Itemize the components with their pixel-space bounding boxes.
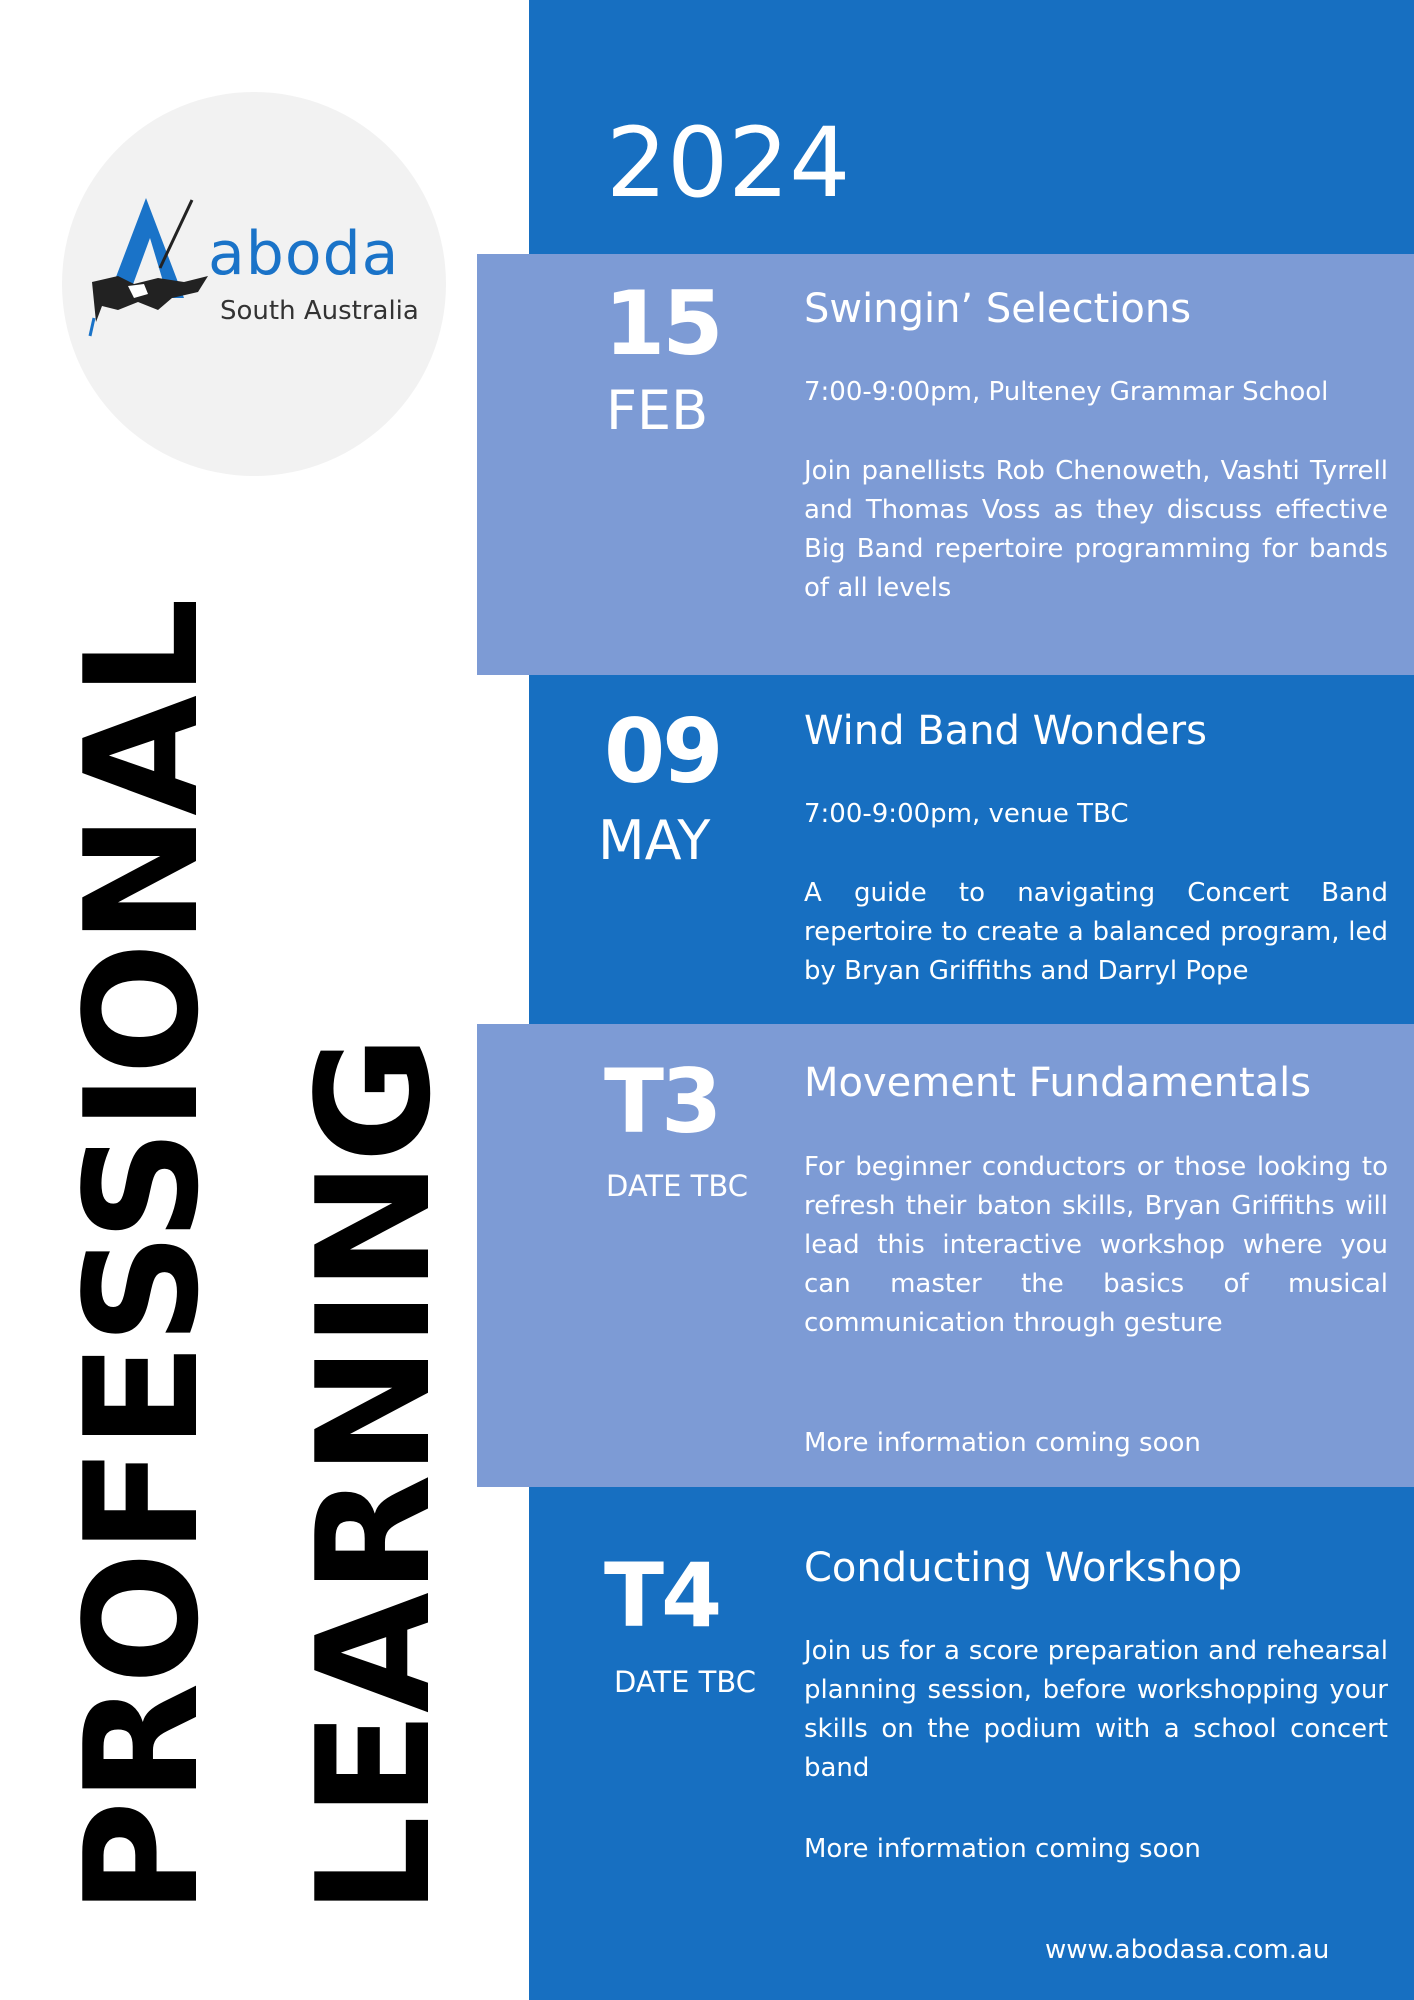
heading-learning: LEARNING: [283, 1036, 465, 1915]
event-title: Movement Fundamentals: [804, 1060, 1312, 1106]
event-description: Join panellists Rob Chenoweth, Vashti Tyrrell and Thomas Voss as they discuss effective Big Band repertoire programming for bands of all levels: [804, 456, 1388, 603]
event-title: Wind Band Wonders: [804, 708, 1207, 754]
event-title: Conducting Workshop: [804, 1545, 1243, 1591]
event-day: 15: [604, 272, 721, 375]
year-title: 2024: [606, 107, 851, 219]
event-description: Join us for a score preparation and rehearsal planning session, before workshopping your skills on the podium with a school concert band: [804, 1636, 1388, 1783]
event-month: MAY: [598, 809, 711, 872]
event-day: T4: [604, 1544, 720, 1647]
logo: [62, 92, 446, 476]
event-more-info: More information coming soon: [804, 1834, 1201, 1864]
event-month: DATE TBC: [614, 1665, 757, 1699]
event-time: 7:00-9:00pm, Pulteney Grammar School: [804, 377, 1329, 407]
event-title: Swingin’ Selections: [804, 286, 1192, 332]
logo-wordmark: aboda: [208, 219, 400, 289]
website-link[interactable]: www.abodasa.com.au: [1045, 1935, 1330, 1965]
event-description: A guide to navigating Concert Band repertoire to create a balanced program, led by Bryan Griffiths and Darryl Pope: [804, 878, 1388, 986]
left-panel: [0, 0, 529, 2000]
conductor-logo-icon: [88, 198, 208, 338]
event-month: FEB: [606, 379, 709, 442]
event-description: For beginner conductors or those looking to refresh their baton skills, Bryan Griffiths will lead this interactive workshop where you can master the basics of musical communication through gesture: [804, 1152, 1388, 1338]
event-month: DATE TBC: [606, 1169, 749, 1203]
event-more-info: More information coming soon: [804, 1428, 1201, 1458]
heading-professional: PROFESSIONAL: [51, 599, 233, 1915]
event-time: 7:00-9:00pm, venue TBC: [804, 799, 1129, 829]
logo-subtitle: South Australia: [220, 296, 419, 326]
event-day: 09: [604, 700, 721, 803]
event-day: T3: [604, 1050, 720, 1153]
